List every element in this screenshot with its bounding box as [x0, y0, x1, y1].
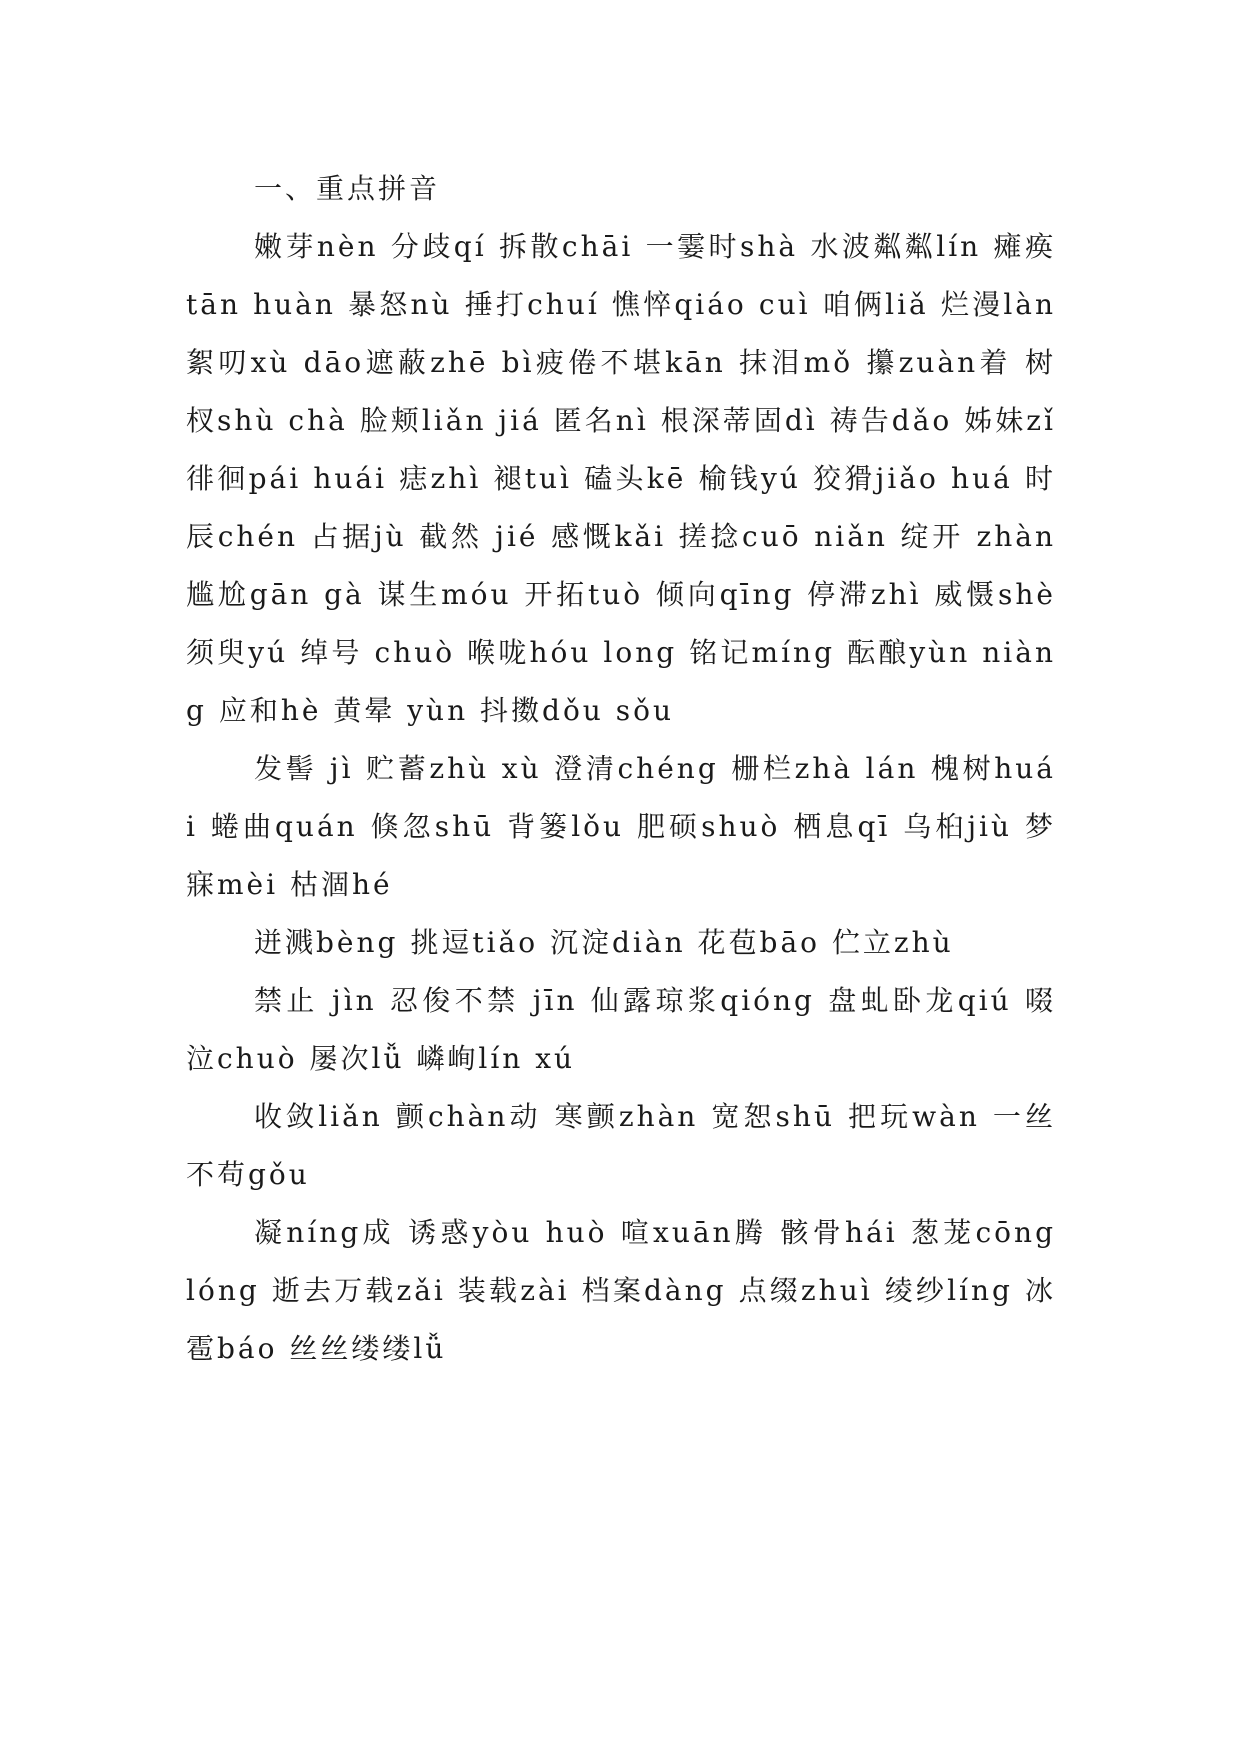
paragraph-1: 嫩芽nèn 分歧qí 拆散chāi 一霎时shà 水波粼粼lín 瘫痪tān huàn 暴怒nù 捶打chuí 憔悴qiáo cuì 咱俩liǎ 烂漫làn 絮叨xù dāo遮蔽zhē bì疲倦不堪kān 抹泪mǒ 攥zuàn着 树杈shù chà 脸颊liǎn jiá 匿名nì 根深蒂固dì 祷告dǎo 姊妹zǐ 徘徊pái huái 痣zhì 褪tuì 磕头kē 榆钱yú 狡猾jiǎo huá 时辰chén 占据jù 截然 jié 感慨kǎi 搓捻cuō niǎn 绽开 zhàn 尴尬gān gà 谋生móu 开拓tuò 倾向qīng 停滞zhì 威慑shè 须臾yú 绰号 chuò 喉咙hóu long 铭记míng 酝酿yùn niàng 应和hè 黄晕 yùn 抖擞dǒu sǒu [186, 230, 1056, 727]
paragraph-5: 收敛liǎn 颤chàn动 寒颤zhàn 宽恕shū 把玩wàn 一丝不苟gǒu [186, 1100, 1056, 1191]
paragraph-3: 迸溅bèng 挑逗tiǎo 沉淀diàn 花苞bāo 伫立zhù [254, 926, 954, 959]
document-body [186, 160, 1056, 1378]
paragraph-6: 凝níng成 诱惑yòu huò 喧xuān腾 骸骨hái 葱茏cōng lóng 逝去万载zǎi 装载zài 档案dàng 点缀zhuì 绫纱líng 冰雹báo 丝丝缕缕lǚ [186, 1216, 1056, 1365]
section-heading: 一、重点拼音 [254, 172, 441, 205]
paragraph-4: 禁止 jìn 忍俊不禁 jīn 仙露琼浆qióng 盘虬卧龙qiú 啜泣chuò 屡次lǚ 嶙峋lín xú [186, 984, 1056, 1075]
paragraph-2: 发髻 jì 贮蓄zhù xù 澄清chéng 栅栏zhà lán 槐树huái 蜷曲quán 倏忽shū 背篓lǒu 肥硕shuò 栖息qī 乌桕jiù 梦寐mèi 枯涸hé [186, 752, 1056, 901]
